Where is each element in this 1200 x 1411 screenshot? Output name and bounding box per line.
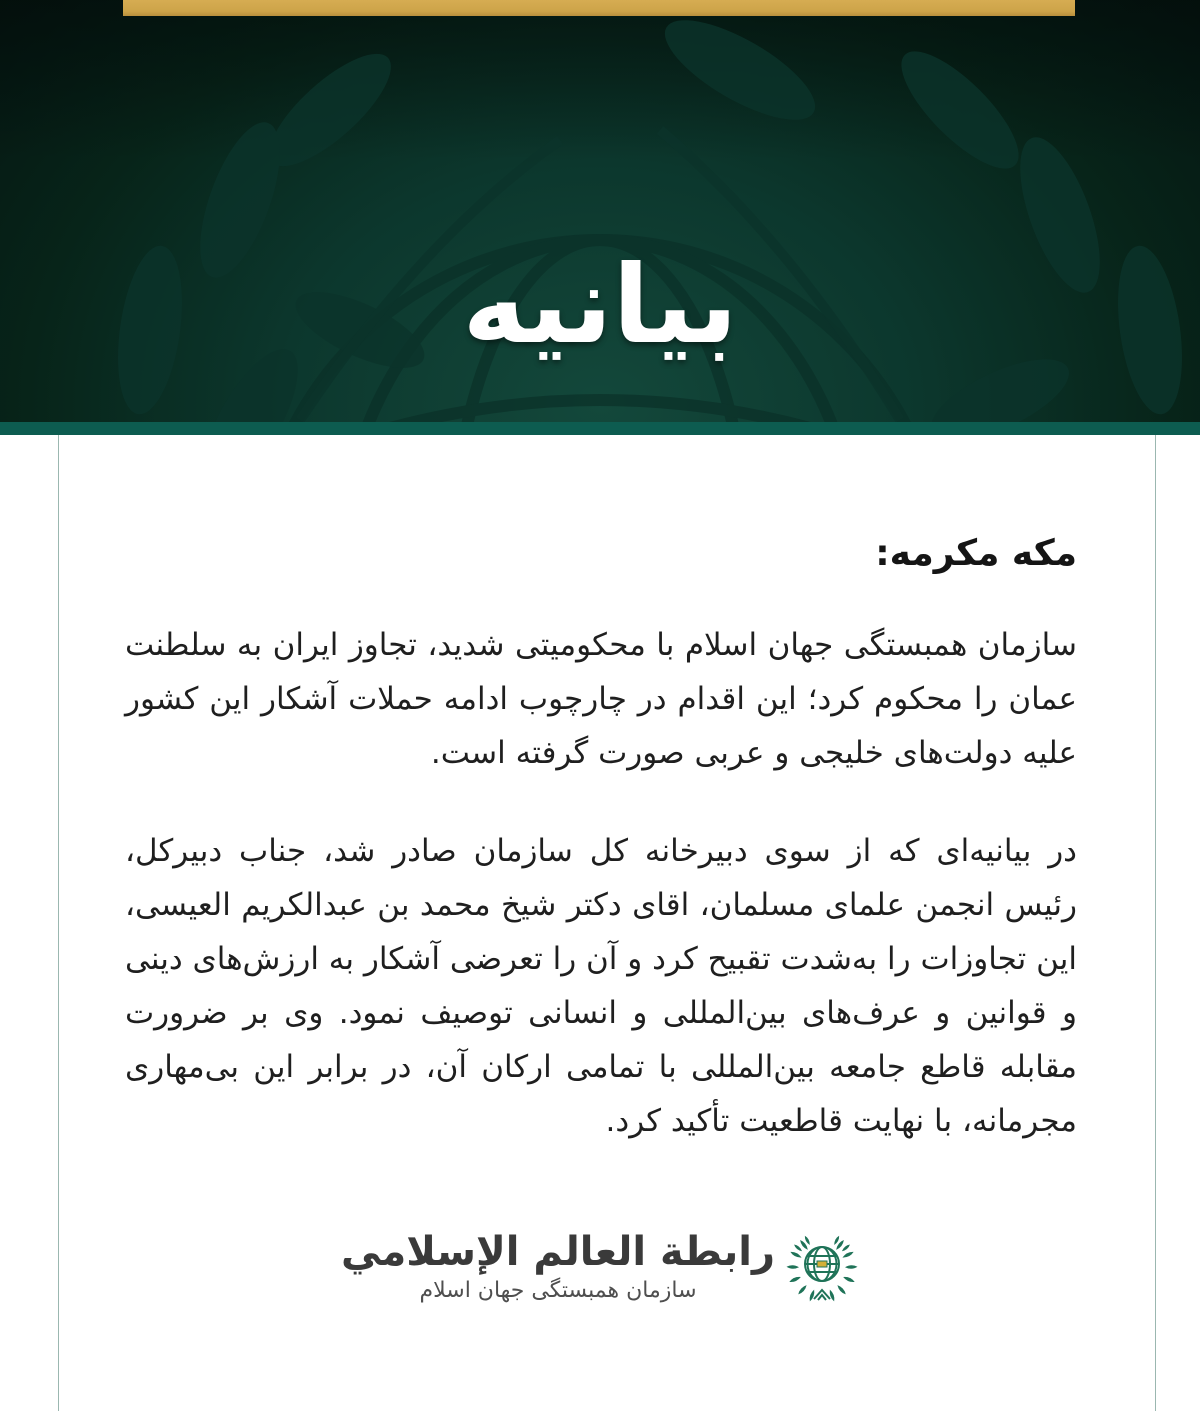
gold-accent-bar xyxy=(123,0,1075,16)
wreath-globe-emblem-icon xyxy=(785,1229,859,1303)
logo-subtitle: سازمان همبستگی جهان اسلام xyxy=(419,1278,697,1303)
banner-title: بیانیه xyxy=(462,242,738,368)
teal-divider-band xyxy=(0,422,1200,435)
statement-paragraph-2: در بیانیه‌ای که از سوی دبیرخانه کل سازمان صادر شد، جناب دبیرکل، رئیس انجمن علمای مسلمان، اقای دکتر شیخ محمد بن عبدالکریم العیسی، این تجاوزات را به‌شدت تقبیح کرد و آن را تعرضی آشکار به ارزش‌های دینی و قوانین و عرف‌های بین‌المللی و انسانی توصیف نمود. وی بر ضرورت مقابله قاطع جامعه بین‌المللی با تمامی ارکان آن، در برابر این بی‌مهاری مجرمانه، با نهایت قاطعیت تأکید کرد. xyxy=(125,833,1077,1139)
header-banner xyxy=(0,0,1200,422)
logo-calligraphy: رابطة العالم الإسلامي xyxy=(341,1228,775,1275)
statement-paragraph-1: سازمان همبستگی جهان اسلام با محکومیتی شدید، تجاوز ایران به سلطنت عمان را محکوم کرد؛ این اقدام در چارچوب ادامه حملات آشکار این کشور علیه دولت‌های خلیجی و عربی صورت گرفته است. xyxy=(125,627,1077,771)
logo-text-block xyxy=(341,1228,775,1303)
statement-body xyxy=(125,435,1077,1148)
dateline: مکه مکرمه: xyxy=(875,533,1077,574)
organization-logo xyxy=(0,1228,1200,1303)
